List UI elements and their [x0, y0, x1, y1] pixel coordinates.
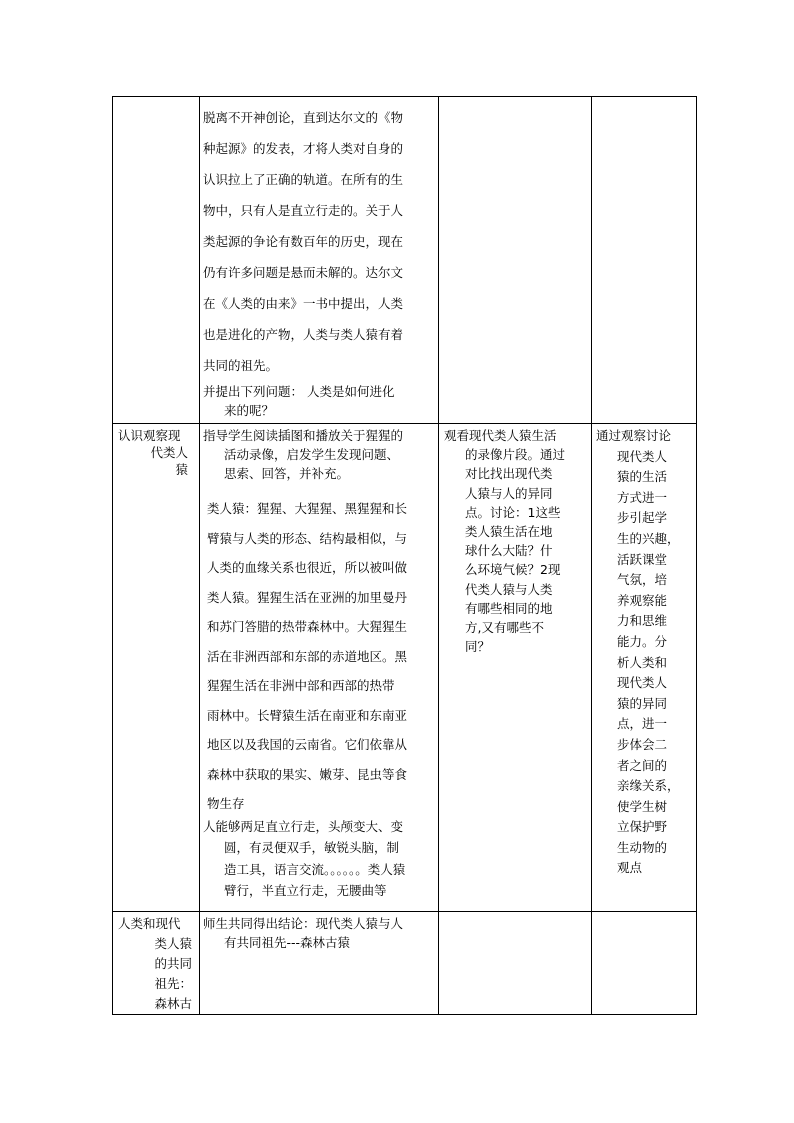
design-intent-line: 养观察能: [617, 592, 668, 608]
student-activity-line: 代类人猿与人类: [465, 581, 553, 597]
student-activity-line: 有哪些相同的地: [465, 600, 553, 616]
lesson-plan-table: [112, 96, 697, 1015]
apes-line: 臂猿与人类的形态、结构最相似，与: [207, 530, 408, 546]
student-activity-line: 同？: [465, 639, 491, 655]
design-intent-line: 步引起学: [617, 510, 668, 526]
student-activity-line: 的录像片段。通过: [465, 447, 566, 463]
apes-line: 猩猩生活在非洲中部和西部的热带: [207, 678, 395, 693]
row2-design-intent-cell: [596, 426, 694, 909]
human-traits-line: 人能够两足直立行走，头颅变大、变: [203, 818, 404, 834]
paragraph-line: 也是进化的产物，人类与类人猿有着: [203, 327, 404, 342]
topic-line: 代类人: [150, 445, 188, 460]
design-intent-line: 通过观察讨论: [596, 428, 672, 443]
apes-line: 活在非洲西部和东部的赤道地区。黑: [207, 648, 408, 664]
topic-line: 猿: [175, 462, 188, 477]
paragraph-line: 仍有许多问题是悬而未解的。达尔文: [203, 265, 404, 280]
apes-line: 人类的血缘关系也很近，所以被叫做: [207, 560, 408, 575]
student-activity-line: 人猿与人的异同: [465, 485, 553, 501]
design-intent-line: 观点: [617, 860, 643, 876]
design-intent-line: 使学生树: [617, 798, 668, 814]
guide-line: 活动录像，启发学生发现问题、: [224, 447, 400, 462]
paragraph-line: 类起源的争论有数百年的历史，现在: [203, 234, 404, 249]
design-intent-line: 立保护野: [617, 819, 668, 835]
paragraph-line: 认识拉上了正确的轨道。在所有的生: [203, 172, 404, 187]
apes-line: 雨林中。长臂猿生活在南亚和东南亚: [207, 707, 408, 723]
design-intent-line: 点，进一: [617, 716, 668, 732]
design-intent-line: 析人类和: [617, 654, 668, 670]
column-divider-2: [438, 96, 439, 1015]
student-activity-line: 方,又有哪些不: [465, 620, 544, 636]
design-intent-line: 气氛，培: [617, 572, 668, 588]
paragraph-line: 种起源》的发表，才将人类对自身的: [203, 141, 404, 156]
design-intent-line: 能力。分: [617, 633, 668, 649]
topic-line: 森林古: [154, 996, 192, 1011]
paragraph-line: 在《人类的由来》一书中提出，人类: [203, 296, 404, 311]
row2-student-activity-cell: [444, 426, 589, 909]
topic-line: 人类和现代: [118, 916, 181, 931]
question-line: 并提出下列问题： 人类是如何进化: [203, 384, 395, 399]
question-line: 来的呢？: [224, 403, 275, 418]
human-traits-line: 臂行，半直立行走，无腰曲等: [224, 883, 387, 898]
paragraph-line: 物中，只有人是直立行走的。关于人: [203, 203, 404, 218]
apes-line: 森林中获取的果实、嫩芽、昆虫等食: [207, 766, 408, 782]
paragraph-line: 脱离不开神创论，直到达尔文的《物: [203, 110, 404, 125]
design-intent-line: 力和思维: [617, 613, 668, 629]
paragraph-line: 共同的祖先。: [203, 358, 279, 373]
row2-topic-cell: [118, 427, 192, 487]
student-activity-line: 么环境气候？2现: [465, 562, 561, 578]
row1-teacher-activity-cell: [203, 102, 435, 420]
apes-line: 地区以及我国的云南省。它们依靠从: [207, 737, 408, 752]
topic-line: 祖先：: [154, 976, 192, 991]
student-activity-line: 观看现代类人猿生活: [444, 428, 557, 443]
column-divider-1: [199, 96, 200, 1015]
design-intent-line: 现代类人: [617, 675, 668, 691]
apes-line: 物生存: [207, 796, 245, 811]
row2-teacher-activity-cell: [203, 426, 436, 909]
design-intent-line: 者之间的: [617, 757, 668, 773]
guide-line: 思索、回答，并补充。: [224, 466, 350, 481]
row3-conclusion-cell: [203, 914, 436, 1012]
human-traits-paragraph: [203, 816, 436, 902]
design-intent-line: 亲缘关系，: [617, 778, 680, 794]
apes-line: 和苏门答腊的热带森林中。大猩猩生: [207, 619, 408, 634]
design-intent-line: 活跃课堂: [617, 551, 668, 567]
guide-line: 指导学生阅读插图和播放关于猩猩的: [203, 428, 404, 443]
row3-topic-cell: [118, 914, 192, 1012]
student-activity-line: 点。讨论：1这些: [465, 504, 561, 520]
apes-line: 类人猿。猩猩生活在亚洲的加里曼丹: [207, 589, 408, 605]
human-traits-line: 圆，有灵便双手，敏锐头脑，制: [224, 840, 400, 855]
student-activity-line: 类人猿生活在地: [465, 524, 553, 540]
table-border-left: [112, 96, 113, 1015]
design-intent-line: 方式进一: [617, 489, 668, 505]
design-intent-line: 现代类人: [617, 448, 668, 464]
design-intent-line: 步体会二: [617, 736, 668, 752]
design-intent-line: 生的兴趣，: [617, 530, 680, 546]
conclusion-line: 师生共同得出结论：现代类人猿与人: [203, 916, 404, 931]
apes-description-paragraph: [203, 494, 436, 819]
table-border-right: [696, 96, 697, 1015]
evolution-intro-paragraph: [203, 102, 435, 381]
conclusion-line: 有共同祖先---森林古猿: [224, 935, 351, 950]
guide-paragraph: [203, 426, 436, 483]
question-paragraph: [203, 382, 435, 420]
human-traits-line: 造工具，语言交流。。。。。。类人猿: [224, 861, 406, 877]
topic-line: 认识观察现: [118, 428, 181, 443]
design-intent-line: 生动物的: [617, 839, 668, 855]
student-activity-line: 对比找出现代类: [465, 466, 553, 482]
design-intent-line: 猿的生活: [617, 469, 668, 485]
topic-line: 类人猿: [154, 936, 192, 951]
column-divider-3: [591, 96, 592, 1015]
student-activity-line: 球什么大陆？什: [465, 543, 553, 559]
apes-line: 类人猿：猩猩、大猩猩、黑猩猩和长: [207, 501, 408, 516]
topic-line: 的共同: [154, 956, 192, 971]
design-intent-line: 猿的异同: [617, 695, 668, 711]
